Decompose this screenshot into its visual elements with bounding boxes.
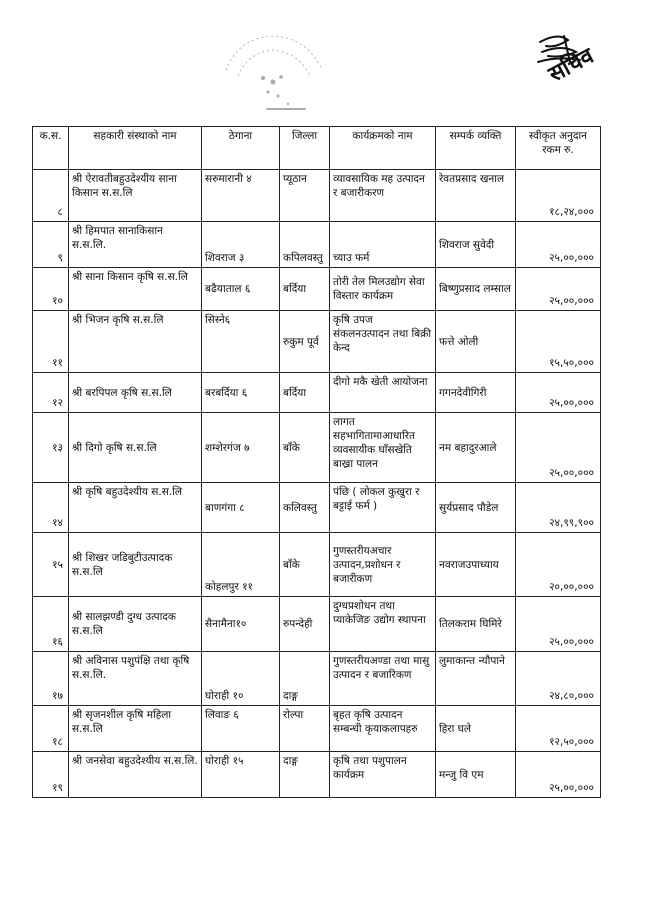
- address: शिवराज ३: [202, 222, 280, 268]
- grant-amount: १५,५०,०००: [516, 311, 601, 373]
- address: सिस्ने६: [202, 311, 280, 373]
- district: बाँके: [280, 413, 330, 483]
- serial-number: १६: [33, 597, 69, 652]
- program-name: दीगो मकै खेती आयोजना: [330, 373, 436, 413]
- column-header: सहकारी संस्थाको नाम: [69, 127, 202, 170]
- table-row: [33, 268, 601, 311]
- table-row: [33, 752, 601, 798]
- organization-name: श्री अविनास पशुपंक्षि तथा कृषि स.स.लि.: [69, 652, 202, 706]
- table-row: [33, 652, 601, 706]
- serial-number: १५: [33, 533, 69, 597]
- contact-person: फत्ते ओली: [436, 311, 516, 373]
- signature-title: सचिव: [544, 43, 598, 88]
- district: प्यूठान: [280, 170, 330, 222]
- district: रुकुम पूर्व: [280, 311, 330, 373]
- column-header: ठेगाना: [202, 127, 280, 170]
- table-header-row: [33, 127, 601, 170]
- contact-person: शिवराज सुवेदी: [436, 222, 516, 268]
- serial-number: १९: [33, 752, 69, 798]
- district: रोल्पा: [280, 706, 330, 752]
- grant-amount: १२,५०,०००: [516, 706, 601, 752]
- organization-name: श्री दिगो कृषि स.स.लि: [69, 413, 202, 483]
- grant-table: [32, 126, 601, 798]
- district: कपिलवस्तु: [280, 222, 330, 268]
- serial-number: १०: [33, 268, 69, 311]
- organization-name: श्री ऐरावतीबहुउदेश्यीय साना किसान स.स.लि: [69, 170, 202, 222]
- program-name: च्याउ फर्म: [330, 222, 436, 268]
- contact-person: सुर्यप्रसाद पौडेल: [436, 483, 516, 533]
- column-header: स्वीकृत अनुदान रकम रु.: [516, 127, 601, 170]
- contact-person: मन्जु वि एम: [436, 752, 516, 798]
- organization-name: श्री बरपिपल कृषि स.स.लि: [69, 373, 202, 413]
- organization-name: श्री हिमपात सानाकिसान स.स.लि.: [69, 222, 202, 268]
- grant-amount: २४,८०,०००: [516, 652, 601, 706]
- contact-person: तिलकराम घिमिरे: [436, 597, 516, 652]
- program-name: तोरी तेल मिलउद्योग सेवा विस्तार कार्यक्रम: [330, 268, 436, 311]
- district: बाँके: [280, 533, 330, 597]
- grant-amount: २५,००,०००: [516, 752, 601, 798]
- column-header: जिल्ला: [280, 127, 330, 170]
- grant-amount: २५,००,०००: [516, 597, 601, 652]
- grant-amount: २५,००,०००: [516, 268, 601, 311]
- serial-number: ९: [33, 222, 69, 268]
- grant-amount: २४,९९,९००: [516, 483, 601, 533]
- district: बर्दिया: [280, 268, 330, 311]
- organization-name: श्री कृषि बहुउदेश्यीय स.स.लि: [69, 483, 202, 533]
- contact-person: हिरा घले: [436, 706, 516, 752]
- table-row: [33, 706, 601, 752]
- program-name: कृषि उपज संकलनउत्पादन तथा बिक्री केन्द: [330, 311, 436, 373]
- district: दाङ्ग: [280, 652, 330, 706]
- serial-number: १७: [33, 652, 69, 706]
- grant-amount: २५,००,०००: [516, 413, 601, 483]
- contact-person: रेवतप्रसाद खनाल: [436, 170, 516, 222]
- table-row: [33, 483, 601, 533]
- address: सैनामैना१०: [202, 597, 280, 652]
- grant-amount: २५,००,०००: [516, 373, 601, 413]
- organization-name: श्री जनसेवा बहुउदेश्यीय स.स.लि.: [69, 752, 202, 798]
- program-name: गुणस्तरीयअण्डा तथा मासु उत्पादन र बजारिकण: [330, 652, 436, 706]
- address: घोराही १०: [202, 652, 280, 706]
- grant-amount: २०,००,०००: [516, 533, 601, 597]
- table-row: [33, 597, 601, 652]
- organization-name: श्री साना किसान कृषि स.स.लि: [69, 268, 202, 311]
- address: सरुमारानी ४: [202, 170, 280, 222]
- table-row: [33, 373, 601, 413]
- table-row: [33, 170, 601, 222]
- program-name: कृषि तथा पशुपालन कार्यक्रम: [330, 752, 436, 798]
- program-name: गुणस्तरीयअचार उत्पादन,प्रशोधन र बजारीकण: [330, 533, 436, 597]
- address: बढैयाताल ६: [202, 268, 280, 311]
- table-row: [33, 222, 601, 268]
- contact-person: लुमाकान्त न्यौपाने: [436, 652, 516, 706]
- address: शम्शेरगंज ७: [202, 413, 280, 483]
- district: दाङ्ग: [280, 752, 330, 798]
- organization-name: श्री सृजनशील कृषि महिला स.स.लि: [69, 706, 202, 752]
- column-header: क.स.: [33, 127, 69, 170]
- serial-number: १३: [33, 413, 69, 483]
- column-header: सम्पर्क व्यक्ति: [436, 127, 516, 170]
- program-name: लागत सहभागितामाआधारित व्यवसायीक घाँसखेति बाख्रा पालन: [330, 413, 436, 483]
- district: बर्दिया: [280, 373, 330, 413]
- program-name: पंछि ( लोकल कुखुरा र बट्टाई फर्म ): [330, 483, 436, 533]
- office-seal-stamp: [218, 30, 328, 120]
- grant-amount: २५,००,०००: [516, 222, 601, 268]
- program-name: व्यावसायिक मह उत्पादन र बजारीकरण: [330, 170, 436, 222]
- address: कोहलपुर ११: [202, 533, 280, 597]
- program-name: दुग्धप्रशोधन तथा प्याकेजिङ उद्योग स्थापना: [330, 597, 436, 652]
- serial-number: ११: [33, 311, 69, 373]
- serial-number: १२: [33, 373, 69, 413]
- contact-person: नम बहादुरआले: [436, 413, 516, 483]
- grant-amount: १८,२४,०००: [516, 170, 601, 222]
- table-row: [33, 413, 601, 483]
- organization-name: श्री शिखर जडिबुटीउत्पादक स.स.लि: [69, 533, 202, 597]
- district: रुपन्देही: [280, 597, 330, 652]
- address: लिवाङ ६: [202, 706, 280, 752]
- organization-name: श्री भिजन कृषि स.स.लि: [69, 311, 202, 373]
- serial-number: १४: [33, 483, 69, 533]
- program-name: बृहत कृषि उत्पादन सम्बन्धी कृयाकलापहरु: [330, 706, 436, 752]
- table-row: [33, 311, 601, 373]
- address: बरबर्दिया ६: [202, 373, 280, 413]
- contact-person: नवराजउपाध्याय: [436, 533, 516, 597]
- address: घोराही १५: [202, 752, 280, 798]
- serial-number: ८: [33, 170, 69, 222]
- contact-person: बिष्णुप्रसाद लम्साल: [436, 268, 516, 311]
- serial-number: १८: [33, 706, 69, 752]
- contact-person: गगनदेवीगिरी: [436, 373, 516, 413]
- address: बाणगंगा ८: [202, 483, 280, 533]
- district: कलिवस्तु: [280, 483, 330, 533]
- table-row: [33, 533, 601, 597]
- column-header: कार्यक्रमको नाम: [330, 127, 436, 170]
- organization-name: श्री सालझण्डी दुग्ध उत्पादक स.स.लि: [69, 597, 202, 652]
